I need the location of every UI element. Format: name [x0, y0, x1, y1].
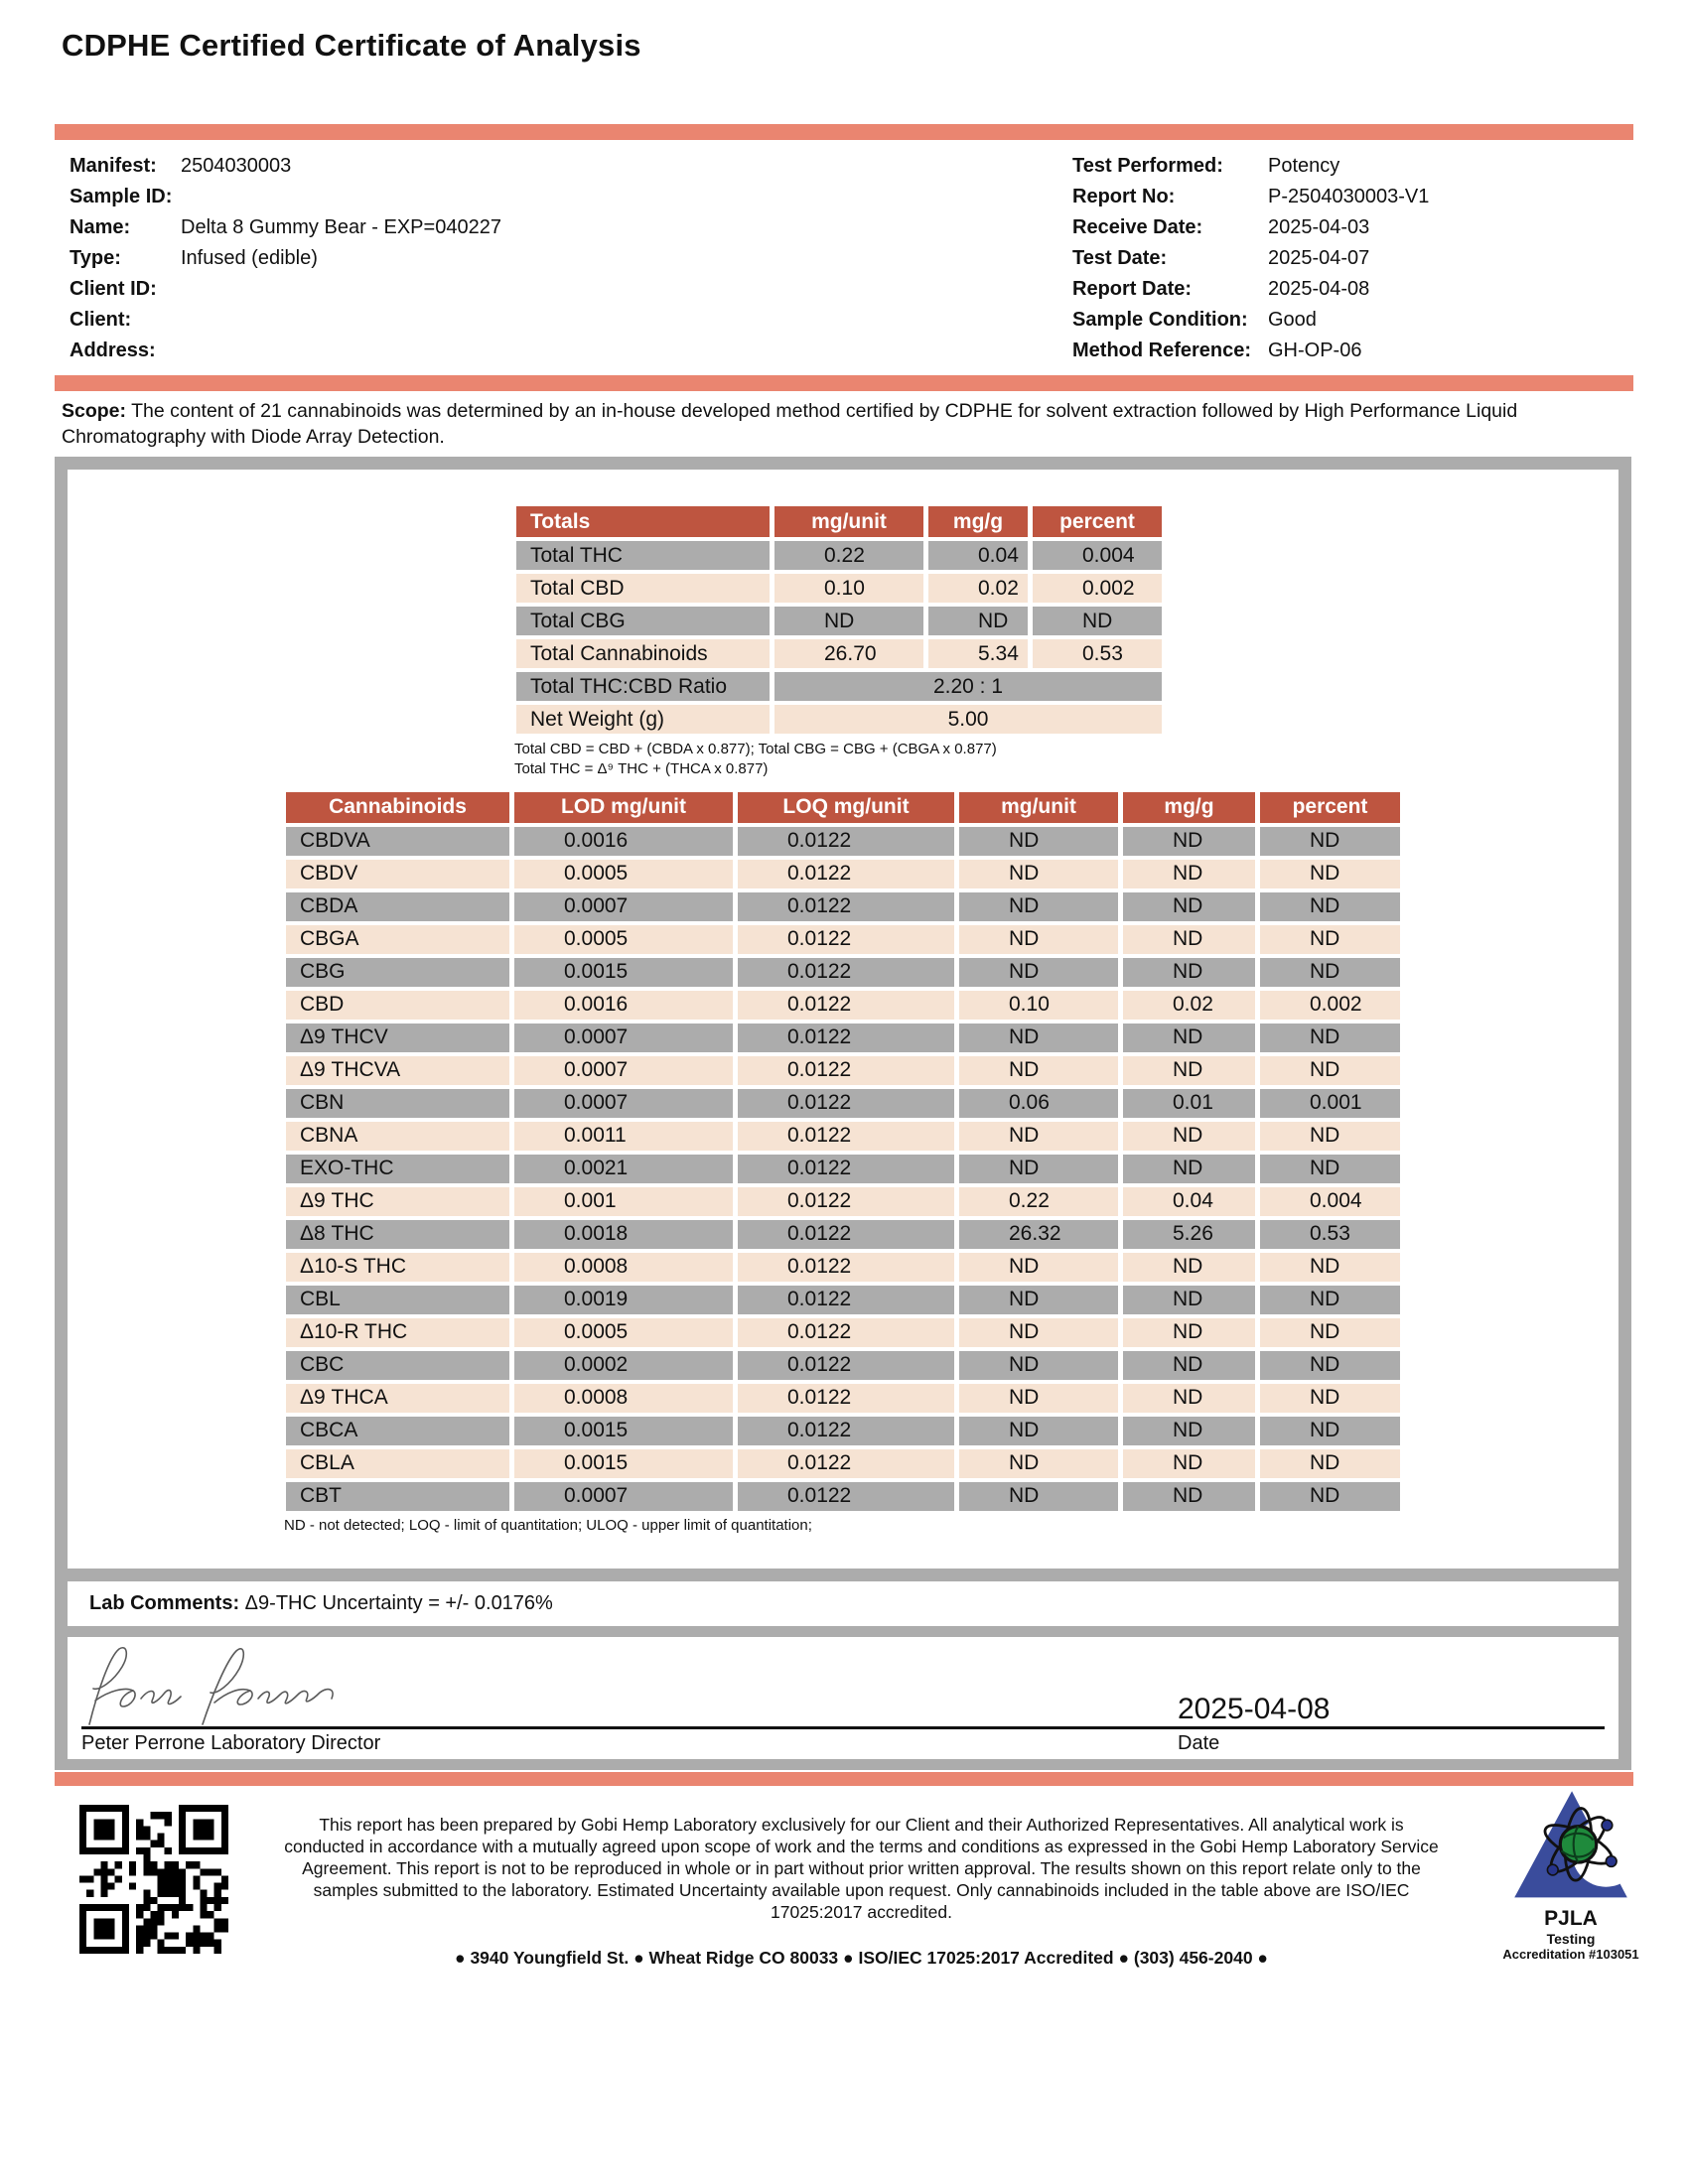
cannabinoid-name: Δ8 THC	[286, 1220, 509, 1249]
cannabinoid-value: ND	[1260, 1449, 1400, 1478]
cannabinoid-value: ND	[1123, 958, 1255, 987]
cannabinoid-value: 0.001	[514, 1187, 733, 1216]
cannabinoid-value: ND	[959, 925, 1118, 954]
info-row	[1072, 243, 1628, 274]
cannabinoid-row	[286, 860, 1400, 888]
info-label: Test Performed:	[1072, 155, 1223, 177]
info-value: 2025-04-07	[1268, 247, 1370, 269]
info-row	[70, 212, 963, 243]
info-value: Good	[1268, 309, 1317, 331]
cannabinoid-value: ND	[1260, 1384, 1400, 1413]
totals-ratio-row	[516, 672, 1162, 701]
cannabinoid-value: 0.53	[1260, 1220, 1400, 1249]
info-row	[1072, 305, 1628, 336]
cannabinoid-value: ND	[1260, 860, 1400, 888]
cannabinoid-value: 0.0002	[514, 1351, 733, 1380]
cannabinoid-name: Δ10-S THC	[286, 1253, 509, 1282]
info-label: Sample ID:	[70, 186, 173, 207]
cannabinoid-value: 0.01	[1123, 1089, 1255, 1118]
cannabinoid-value: 0.0122	[738, 1024, 954, 1052]
cannabinoid-value: ND	[1123, 1286, 1255, 1314]
page-title: CDPHE Certified Certificate of Analysis	[62, 28, 641, 63]
cannabinoid-value: ND	[1260, 1417, 1400, 1445]
signature-line	[81, 1726, 1605, 1729]
cannabinoid-value: 0.0122	[738, 1122, 954, 1151]
cannabinoid-row	[286, 1024, 1400, 1052]
totals-row-label: Total CBG	[516, 607, 770, 635]
cannabinoid-row	[286, 925, 1400, 954]
cannabinoid-row	[286, 1187, 1400, 1216]
cannabinoid-value: ND	[1123, 1449, 1255, 1478]
info-row	[1072, 274, 1628, 305]
info-row	[1072, 151, 1628, 182]
totals-row-value: ND	[774, 607, 923, 635]
info-row	[70, 305, 963, 336]
cannabinoid-name: Δ9 THCA	[286, 1384, 509, 1413]
totals-row-value: 0.10	[774, 574, 923, 603]
cannabinoid-value: 0.0007	[514, 1089, 733, 1118]
cannabinoid-value: ND	[959, 1449, 1118, 1478]
cannabinoid-name: EXO-THC	[286, 1155, 509, 1183]
totals-row-value: 0.02	[928, 574, 1028, 603]
cannabinoid-value: ND	[1260, 1318, 1400, 1347]
cannabinoid-value: 0.06	[959, 1089, 1118, 1118]
cann-header-lod: LOD mg/unit	[514, 792, 733, 823]
cannabinoid-name: CBDA	[286, 892, 509, 921]
cannabinoid-row	[286, 1384, 1400, 1413]
totals-row-value: ND	[928, 607, 1028, 635]
cannabinoid-value: ND	[1260, 1122, 1400, 1151]
cannabinoid-value: ND	[1123, 1253, 1255, 1282]
cannabinoid-value: 0.0007	[514, 1482, 733, 1511]
cannabinoid-value: 0.0018	[514, 1220, 733, 1249]
cannabinoid-value: ND	[1123, 860, 1255, 888]
cannabinoid-name: CBT	[286, 1482, 509, 1511]
cannabinoid-value: 0.001	[1260, 1089, 1400, 1118]
cannabinoid-value: 0.0007	[514, 1024, 733, 1052]
info-row	[70, 243, 963, 274]
signature-date: 2025-04-08	[1178, 1693, 1331, 1725]
cannabinoid-row	[286, 827, 1400, 856]
cannabinoid-row	[286, 1351, 1400, 1380]
info-label: Address:	[70, 340, 156, 361]
cannabinoid-value: 26.32	[959, 1220, 1118, 1249]
qr-code-icon	[79, 1805, 228, 1954]
totals-header-mgg: mg/g	[928, 506, 1028, 537]
info-label: Sample Condition:	[1072, 309, 1248, 331]
cannabinoid-value: ND	[1260, 1155, 1400, 1183]
cannabinoid-value: ND	[1123, 1417, 1255, 1445]
cannabinoid-value: ND	[1123, 1384, 1255, 1413]
cannabinoid-value: 0.0015	[514, 1449, 733, 1478]
cannabinoid-value: 0.0122	[738, 1220, 954, 1249]
cannabinoid-value: 0.0016	[514, 827, 733, 856]
pjla-accreditation-logo	[1481, 1787, 1660, 1962]
info-value: P-2504030003-V1	[1268, 186, 1430, 207]
cannabinoid-name: CBGA	[286, 925, 509, 954]
cannabinoid-row	[286, 958, 1400, 987]
cannabinoid-value: 0.0122	[738, 1384, 954, 1413]
cannabinoid-value: ND	[959, 1482, 1118, 1511]
cannabinoid-value: ND	[959, 860, 1118, 888]
info-value: Potency	[1268, 155, 1340, 177]
cannabinoid-value: ND	[1123, 827, 1255, 856]
cannabinoid-value: ND	[1123, 1318, 1255, 1347]
cannabinoid-value: ND	[959, 1024, 1118, 1052]
cannabinoid-row	[286, 991, 1400, 1020]
cannabinoid-row	[286, 1089, 1400, 1118]
pjla-logo-icon	[1496, 1787, 1645, 1906]
cannabinoid-value: 0.0122	[738, 827, 954, 856]
cann-header-name: Cannabinoids	[286, 792, 509, 823]
info-value: GH-OP-06	[1268, 340, 1362, 361]
totals-net-weight-value: 5.00	[774, 705, 1162, 734]
info-label: Client:	[70, 309, 132, 331]
accent-bar-footer	[55, 1772, 1633, 1786]
lab-comments-panel	[55, 1581, 1631, 1637]
info-row	[70, 336, 963, 366]
cannabinoid-value: ND	[959, 1122, 1118, 1151]
cannabinoid-value: 0.0005	[514, 925, 733, 954]
cannabinoid-row	[286, 1220, 1400, 1249]
info-row	[1072, 182, 1628, 212]
totals-row-label: Total THC	[516, 541, 770, 570]
cannabinoid-value: 0.0122	[738, 958, 954, 987]
totals-row-value: 0.22	[774, 541, 923, 570]
totals-row-value: 5.34	[928, 639, 1028, 668]
cann-header-mgg: mg/g	[1123, 792, 1255, 823]
totals-row-value: 0.002	[1033, 574, 1162, 603]
cannabinoid-name: CBLA	[286, 1449, 509, 1478]
info-row	[70, 274, 963, 305]
pjla-accreditation-number: Accreditation #103051	[1502, 1947, 1639, 1962]
totals-row-value: 26.70	[774, 639, 923, 668]
info-row	[1072, 336, 1628, 366]
signature	[75, 1641, 373, 1732]
cannabinoid-value: ND	[1260, 1286, 1400, 1314]
cannabinoid-value: 0.0008	[514, 1384, 733, 1413]
info-label: Report Date:	[1072, 278, 1193, 300]
cannabinoid-name: CBL	[286, 1286, 509, 1314]
sample-info-left	[70, 151, 963, 366]
cannabinoid-value: 0.0007	[514, 1056, 733, 1085]
cannabinoid-name: CBDV	[286, 860, 509, 888]
cannabinoid-row	[286, 1286, 1400, 1314]
cannabinoid-value: 0.10	[959, 991, 1118, 1020]
totals-row-value: ND	[1033, 607, 1162, 635]
pjla-testing-label: Testing	[1546, 1931, 1596, 1947]
cannabinoid-value: 0.0122	[738, 925, 954, 954]
cannabinoid-value: 0.0007	[514, 892, 733, 921]
cannabinoid-value: ND	[959, 1286, 1118, 1314]
cannabinoid-value: 0.004	[1260, 1187, 1400, 1216]
cannabinoid-value: ND	[1123, 1122, 1255, 1151]
cannabinoid-value: 0.0015	[514, 1417, 733, 1445]
cannabinoid-row	[286, 1122, 1400, 1151]
lab-comments-label: Lab Comments:	[89, 1592, 240, 1614]
info-value: 2025-04-08	[1268, 278, 1370, 300]
info-value: 2504030003	[181, 155, 292, 177]
accent-bar-top	[55, 124, 1633, 140]
cannabinoid-value: ND	[959, 958, 1118, 987]
cannabinoid-value: 0.0122	[738, 1056, 954, 1085]
cannabinoid-value: ND	[1260, 827, 1400, 856]
cannabinoid-row	[286, 1318, 1400, 1347]
cannabinoid-name: CBCA	[286, 1417, 509, 1445]
scope-label: Scope:	[62, 400, 127, 422]
info-label: Type:	[70, 247, 121, 269]
info-value: Delta 8 Gummy Bear - EXP=040227	[181, 216, 501, 238]
cannabinoid-value: 0.0122	[738, 1482, 954, 1511]
accent-bar-scope	[55, 375, 1633, 391]
info-label: Manifest:	[70, 155, 157, 177]
cannabinoid-value: 0.0019	[514, 1286, 733, 1314]
date-label: Date	[1178, 1732, 1220, 1754]
totals-footnote	[514, 740, 1618, 780]
cannabinoid-value: ND	[1123, 1056, 1255, 1085]
cann-header-mgunit: mg/unit	[959, 792, 1118, 823]
cannabinoid-name: CBN	[286, 1089, 509, 1118]
cannabinoids-footnote: ND - not detected; LOQ - limit of quantitation; ULOQ - upper limit of quantitation;	[284, 1516, 812, 1534]
totals-ratio-label: Total THC:CBD Ratio	[516, 672, 770, 701]
cannabinoid-value: 0.0122	[738, 1449, 954, 1478]
cann-header-percent: percent	[1260, 792, 1400, 823]
cannabinoid-name: CBG	[286, 958, 509, 987]
totals-net-weight-label: Net Weight (g)	[516, 705, 770, 734]
cannabinoid-row	[286, 1482, 1400, 1511]
info-value: Infused (edible)	[181, 247, 318, 269]
totals-row-label: Total CBD	[516, 574, 770, 603]
info-row	[70, 182, 963, 212]
cannabinoid-value: ND	[959, 1253, 1118, 1282]
cannabinoid-value: ND	[1260, 1024, 1400, 1052]
cannabinoid-value: ND	[1260, 1253, 1400, 1282]
info-row	[1072, 212, 1628, 243]
cannabinoid-value: 0.0122	[738, 1351, 954, 1380]
lab-comments-text	[89, 1592, 553, 1615]
cannabinoid-value: ND	[959, 1417, 1118, 1445]
cannabinoid-value: 0.0122	[738, 1417, 954, 1445]
scope-body: The content of 21 cannabinoids was determined by an in-house developed method certified by CDPHE for solvent extraction followed by High Performance Liquid Chromatography with Diode Array Detection.	[62, 400, 1518, 448]
cannabinoid-value: ND	[1260, 925, 1400, 954]
info-label: Report No:	[1072, 186, 1176, 207]
cannabinoid-row	[286, 1155, 1400, 1183]
cannabinoids-header-row	[286, 792, 1400, 823]
info-label: Client ID:	[70, 278, 157, 300]
cannabinoid-value: ND	[1260, 1351, 1400, 1380]
cannabinoid-value: ND	[1260, 1482, 1400, 1511]
cannabinoid-value: 5.26	[1123, 1220, 1255, 1249]
cannabinoid-value: 0.0122	[738, 991, 954, 1020]
cannabinoid-value: 0.0122	[738, 1187, 954, 1216]
cannabinoid-value: 0.02	[1123, 991, 1255, 1020]
totals-row-value: 0.53	[1033, 639, 1162, 668]
totals-table	[511, 502, 1167, 738]
cannabinoid-name: Δ10-R THC	[286, 1318, 509, 1347]
cann-header-loq: LOQ mg/unit	[738, 792, 954, 823]
cannabinoid-value: ND	[959, 1384, 1118, 1413]
totals-row	[516, 607, 1162, 635]
totals-row-value: 0.04	[928, 541, 1028, 570]
info-label: Method Reference:	[1072, 340, 1252, 361]
cannabinoid-value: 0.04	[1123, 1187, 1255, 1216]
cannabinoid-name: Δ9 THCV	[286, 1024, 509, 1052]
cannabinoid-value: ND	[959, 1351, 1118, 1380]
totals-table-body	[516, 541, 1162, 734]
cannabinoid-value: ND	[1123, 1155, 1255, 1183]
cannabinoids-table-body	[286, 827, 1400, 1511]
cannabinoid-row	[286, 892, 1400, 921]
totals-ratio-value: 2.20 : 1	[774, 672, 1162, 701]
totals-row	[516, 574, 1162, 603]
info-label: Receive Date:	[1072, 216, 1203, 238]
cannabinoid-value: 0.0122	[738, 1286, 954, 1314]
totals-footnote-line1: Total CBD = CBD + (CBDA x 0.877); Total CBG = CBG + (CBGA x 0.877)	[514, 741, 997, 757]
scope-text	[62, 399, 1625, 450]
results-panel	[55, 457, 1631, 1581]
signatory-name-title: Peter Perrone Laboratory Director	[81, 1732, 381, 1754]
cannabinoid-value: 0.002	[1260, 991, 1400, 1020]
totals-header-row	[516, 506, 1162, 537]
cannabinoid-value: ND	[959, 1056, 1118, 1085]
totals-row-value: 0.004	[1033, 541, 1162, 570]
cannabinoid-value: 0.0005	[514, 1318, 733, 1347]
info-label: Test Date:	[1072, 247, 1168, 269]
cannabinoid-value: ND	[1260, 1056, 1400, 1085]
cannabinoids-table	[281, 788, 1405, 1515]
report-info-right	[1072, 151, 1628, 366]
cannabinoid-value: ND	[1123, 1351, 1255, 1380]
cannabinoid-name: CBC	[286, 1351, 509, 1380]
cannabinoid-value: 0.0021	[514, 1155, 733, 1183]
totals-header-percent: percent	[1033, 506, 1162, 537]
cannabinoid-value: ND	[1123, 1482, 1255, 1511]
totals-header-mgunit: mg/unit	[774, 506, 923, 537]
cannabinoid-value: ND	[959, 1318, 1118, 1347]
cannabinoid-value: ND	[959, 827, 1118, 856]
cannabinoid-value: ND	[1260, 958, 1400, 987]
totals-row-label: Total Cannabinoids	[516, 639, 770, 668]
cannabinoid-value: ND	[1123, 892, 1255, 921]
footer-address-line: ● 3940 Youngfield St. ● Wheat Ridge CO 80033 ● ISO/IEC 17025:2017 Accredited ● (303) 456-2040 ●	[455, 1948, 1268, 1968]
footer-disclaimer: This report has been prepared by Gobi Hemp Laboratory exclusively for our Client and their Authorized Representatives. All analytical work is conducted in accordance with a mutually agreed upon scope of work and the terms and conditions as expressed in the Gobi Hemp Laboratory Service Agreement. This report is not to be reproduced in whole or in part without prior written approval. The results shown on this report relate only to the samples submitted to the laboratory. Estimated Uncertainty available upon request. Only cannabinoids included in the table above are ISO/IEC 17025:2017 accredited.	[284, 1815, 1439, 1923]
pjla-name: PJLA	[1544, 1907, 1598, 1930]
cannabinoid-name: Δ9 THC	[286, 1187, 509, 1216]
cannabinoid-value: 0.0015	[514, 958, 733, 987]
totals-footnote-line2: Total THC = Δ⁹ THC + (THCA x 0.877)	[514, 760, 769, 778]
cannabinoid-value: 0.0005	[514, 860, 733, 888]
cannabinoid-name: CBD	[286, 991, 509, 1020]
cannabinoid-name: CBNA	[286, 1122, 509, 1151]
cannabinoid-row	[286, 1056, 1400, 1085]
lab-comments-body: Δ9-THC Uncertainty = +/- 0.0176%	[239, 1592, 553, 1614]
cannabinoid-value: ND	[1123, 925, 1255, 954]
info-label: Name:	[70, 216, 131, 238]
cannabinoid-value: 0.0122	[738, 892, 954, 921]
info-row	[70, 151, 963, 182]
totals-header-label: Totals	[516, 506, 770, 537]
cannabinoid-value: 0.0011	[514, 1122, 733, 1151]
cannabinoid-value: ND	[959, 892, 1118, 921]
cannabinoid-value: 0.0016	[514, 991, 733, 1020]
totals-net-weight-row	[516, 705, 1162, 734]
cannabinoid-name: CBDVA	[286, 827, 509, 856]
cannabinoid-name: Δ9 THCVA	[286, 1056, 509, 1085]
totals-row	[516, 541, 1162, 570]
totals-row	[516, 639, 1162, 668]
signature-panel	[55, 1637, 1631, 1770]
cannabinoid-row	[286, 1253, 1400, 1282]
cannabinoid-value: ND	[1260, 892, 1400, 921]
info-value: 2025-04-03	[1268, 216, 1370, 238]
cannabinoid-value: 0.0122	[738, 1155, 954, 1183]
cannabinoid-value: 0.0122	[738, 1089, 954, 1118]
cannabinoid-value: 0.0008	[514, 1253, 733, 1282]
cannabinoid-value: ND	[959, 1155, 1118, 1183]
cannabinoid-value: 0.22	[959, 1187, 1118, 1216]
cannabinoid-value: 0.0122	[738, 860, 954, 888]
cannabinoid-value: 0.0122	[738, 1318, 954, 1347]
cannabinoid-value: ND	[1123, 1024, 1255, 1052]
cannabinoid-row	[286, 1449, 1400, 1478]
cannabinoid-value: 0.0122	[738, 1253, 954, 1282]
cannabinoid-row	[286, 1417, 1400, 1445]
